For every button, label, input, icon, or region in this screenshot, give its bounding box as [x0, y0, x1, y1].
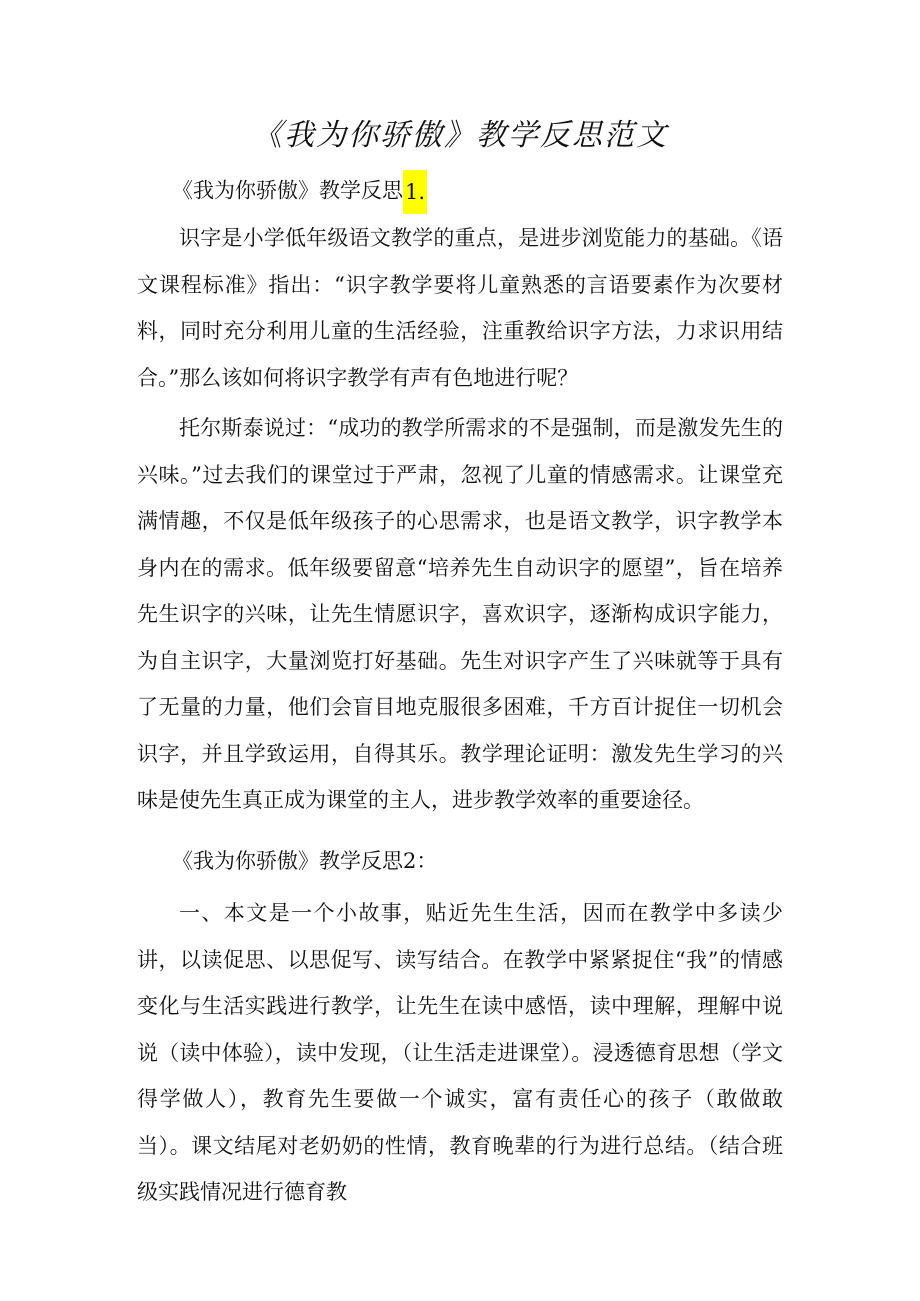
section-2-heading: 《我为你骄傲》教学反思2：: [172, 849, 438, 873]
paragraph-2: 托尔斯泰说过：“成功的教学所需求的不是强制，而是激发先生的兴味。”过去我们的课堂过于严肃，忽视了儿童的情感需求。让课堂充满情趣，不仅是低年级孩子的心思需求，也是语文教学，识字教学本身内在的需求。低年级要留意“培养先生自动识字的愿望”，旨在培养先生识字的兴味，让先生情愿识字，喜欢识字，逐渐构成识字能力，为自主识字，大量浏览打好基础。先生对识字产生了兴味就等于具有了无量的力量，他们会盲目地克服很多困难，千方百计捉住一切机会识字，并且学致运用，自得其乐。教学理论证明：激发先生学习的兴味是使先生真正成为课堂的主人，进步教学效率的重要途径。: [137, 416, 783, 812]
section-1-heading-text: 《我为你骄傲》教学反思: [172, 178, 403, 203]
section-1-heading: [172, 170, 427, 214]
highlighted-number: 1.: [403, 170, 427, 214]
paragraph-3: 一、本文是一个小故事，贴近先生生活，因而在教学中多读少讲，以读促思、以思促写、读写结合。在教学中紧紧捉住“我”的情感变化与生活实践进行教学，让先生在读中感悟，读中理解，理解中说说（读中体验），读中发现，（让生活走进课堂）。浸透德育思想（学文得学做人），教育先生要做一个诚实，富有责任心的孩子（敢做敢当）。课文结尾对老奶奶的性情，教育晚辈的行为进行总结。（结合班级实践情况进行德育教: [137, 901, 783, 1204]
document-title: 《我为你骄傲》教学反思范文: [252, 118, 668, 153]
paragraph-1: 识字是小学低年级语文教学的重点，是进步浏览能力的基础。《语文课程标准》指出：“识字教学要将儿童熟悉的言语要素作为次要材料，同时充分利用儿童的生活经验，注重教给识字方法，力求识用结合。”那么该如何将识字教学有声有色地进行呢？: [137, 226, 783, 390]
